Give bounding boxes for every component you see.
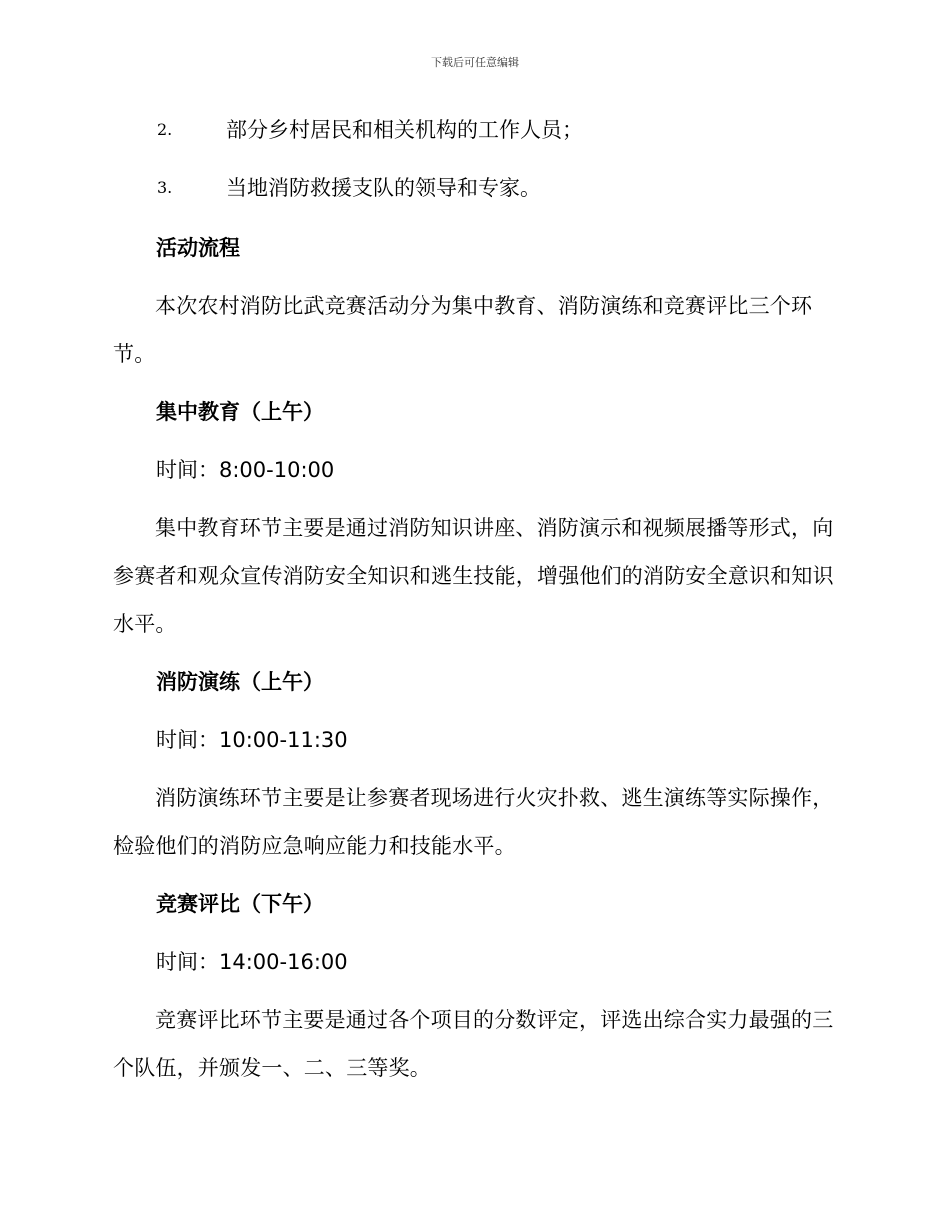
- section-body-competition: 竞赛评比环节主要是通过各个项目的分数评定，评选出综合实力最强的三个队伍，并颁发一、二、三等奖。: [113, 1008, 834, 1080]
- section-time-competition: 时间：14:00-16:00: [156, 950, 348, 974]
- section-title: 活动流程: [156, 236, 240, 260]
- list-item: [113, 108, 838, 166]
- page-header: 下载后可任意编辑: [431, 56, 519, 69]
- section-heading-education: 集中教育（上午）: [156, 400, 324, 424]
- list-text: 当地消防救援支队的领导和专家。: [226, 176, 541, 200]
- list-number: 3.: [157, 178, 173, 197]
- section-time-drill: 时间：10:00-11:30: [156, 728, 348, 752]
- section-heading-competition: 竞赛评比（下午）: [156, 892, 324, 916]
- list-number: 2.: [157, 120, 173, 139]
- section-body-drill: 消防演练环节主要是让参赛者现场进行火灾扑救、逃生演练等实际操作，检验他们的消防应急响应能力和技能水平。: [113, 786, 834, 858]
- intro-paragraph: 本次农村消防比武竞赛活动分为集中教育、消防演练和竞赛评比三个环节。: [113, 294, 813, 366]
- document-body: [113, 108, 838, 1092]
- list-text: 部分乡村居民和相关机构的工作人员；: [226, 118, 583, 142]
- section-heading-drill: 消防演练（上午）: [156, 670, 324, 694]
- section-body-education: 集中教育环节主要是通过消防知识讲座、消防演示和视频展播等形式，向参赛者和观众宣传消防安全知识和逃生技能，增强他们的消防安全意识和知识水平。: [113, 516, 834, 636]
- section-time-education: 时间：8:00-10:00: [156, 458, 335, 482]
- list-item: [113, 166, 838, 224]
